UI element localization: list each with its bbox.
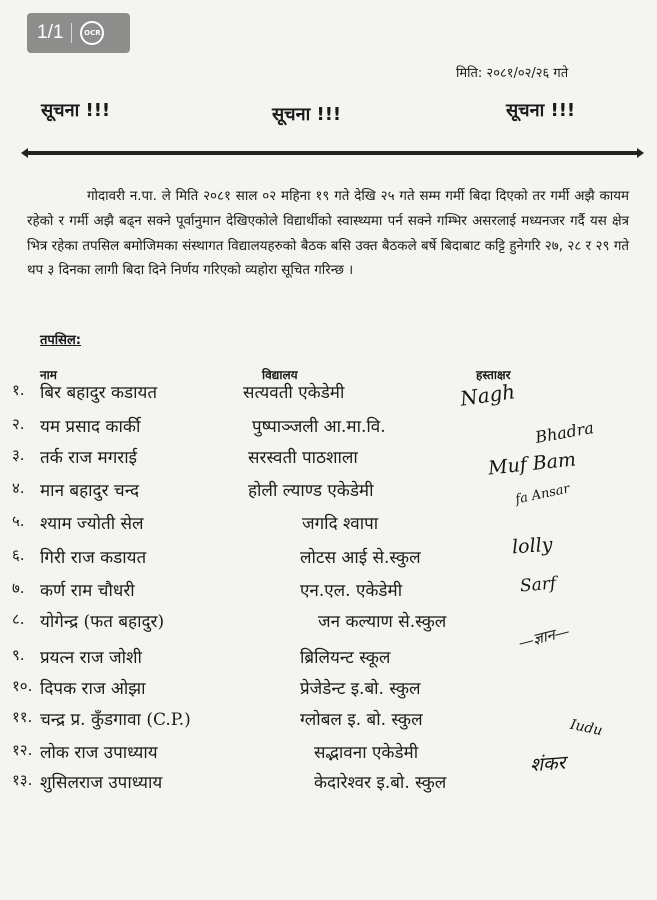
signature-column xyxy=(440,365,655,815)
entry-school: जन कल्याण से.स्कुल xyxy=(318,612,447,632)
tapasil-label: तपसिल: xyxy=(40,333,81,348)
notice-body: गोदावरी न.पा. ले मिति २०८१ साल ०२ महिना १९ गते देखि २५ गते सम्म गर्मी बिदा दिएको तर गर्मी अझै कायम रहेको र गर्मी अझै बढ्न सक्ने पूर्वानुमान देखिएकोले विद्यार्थीको स्वास्थ्यमा पर्न सक्ने गम्भिर असरलाई मध्यनजर गर्दै यस क्षेत्र भित्र रहेका तपसिल बमोजिमका संस्थागत विद्यालयहरुको बैठक बसि उक्त बैठकले बर्षे बिदाबाट कट्टि हुनेगरि २७, २८ र २९ गते थप ३ दिनका लागी बिदा दिने निर्णय गरिएको व्यहोरा सूचित गरिन्छ । xyxy=(27,189,629,279)
ocr-label: OCR xyxy=(84,29,101,37)
entry-name: दिपक राज ओझा xyxy=(40,679,146,699)
badge-divider xyxy=(71,23,72,43)
signature: fa Ansar xyxy=(514,481,572,508)
entry-name: श्याम ज्योती सेल xyxy=(40,514,144,534)
entry-number: ४. xyxy=(12,479,25,497)
entry-number: ११. xyxy=(12,708,33,726)
entry-school: होली ल्याण्ड एकेडेमी xyxy=(248,481,374,501)
entry-number: ७. xyxy=(12,579,25,597)
entry-school: पुष्पाञ्जली आ.मा.वि. xyxy=(252,417,386,437)
entry-name: तर्क राज मगराई xyxy=(40,448,137,468)
entry-number: ३. xyxy=(12,446,25,464)
entry-school: सत्यवती एकेडेमी xyxy=(243,383,345,403)
entry-number: १३. xyxy=(12,771,33,789)
signature: Bhadra xyxy=(533,418,596,447)
entry-name: लोक राज उपाध्याय xyxy=(40,743,158,763)
entry-name: चन्द्र प्र. कुँडगावा (C.P.) xyxy=(40,710,191,730)
signature: Sarf xyxy=(519,573,558,597)
entry-number: ९. xyxy=(12,646,25,664)
entry-name: बिर बहादुर कडायत xyxy=(40,383,158,403)
entry-school: केदारेश्वर इ.बो. स्कुल xyxy=(314,773,447,793)
signature: शंकर xyxy=(529,751,567,777)
notice-date: मिति: २०८१/०२/२६ गते xyxy=(456,66,569,81)
entry-school: लोटस आई से.स्कुल xyxy=(300,548,421,568)
entry-name: योगेन्द्र (फत बहादुर) xyxy=(40,612,165,632)
column-header-school: विद्यालय xyxy=(262,368,298,382)
entry-school: ब्रिलियन्ट स्कूल xyxy=(300,648,391,668)
signature: Nagh xyxy=(458,379,517,411)
entry-number: १. xyxy=(12,381,25,399)
signature: Muf Bam xyxy=(487,448,577,480)
entry-school: जगदि श्वापा xyxy=(302,514,379,534)
entry-name: शुसिलराज उपाध्याय xyxy=(40,773,163,793)
entry-number: १२. xyxy=(12,741,33,759)
signature: lolly xyxy=(511,533,554,559)
ocr-icon[interactable] xyxy=(80,21,104,45)
entry-name: प्रयत्न राज जोशी xyxy=(40,648,142,668)
entry-number: ८. xyxy=(12,610,25,628)
notice-heading-center: सूचना !!! xyxy=(272,104,342,125)
entry-name: गिरी राज कडायत xyxy=(40,548,147,568)
entry-school: सद्भावना एकेडेमी xyxy=(314,743,419,763)
entry-name: यम प्रसाद कार्की xyxy=(40,417,141,437)
entry-school: ग्लोबल इ. बो. स्कुल xyxy=(300,710,423,730)
notice-heading-left: सूचना !!! xyxy=(41,100,111,121)
page-counter-badge[interactable] xyxy=(27,13,130,53)
entry-number: २. xyxy=(12,415,25,433)
entry-number: ५. xyxy=(12,512,25,530)
entry-number: ६. xyxy=(12,546,25,564)
column-header-name: नाम xyxy=(40,368,57,382)
double-arrow-divider xyxy=(25,151,640,155)
signature: Iudu xyxy=(568,716,604,740)
entry-number: १०. xyxy=(12,677,33,695)
page-indicator: 1/1 xyxy=(37,22,64,43)
entry-school: सरस्वती पाठशाला xyxy=(248,448,358,468)
entry-school: एन.एल. एकेडेमी xyxy=(300,581,403,601)
entry-name: कर्ण राम चौधरी xyxy=(40,581,135,601)
column-header-signature: हस्ताक्षर xyxy=(476,368,511,382)
entry-school: प्रेजेडेन्ट इ.बो. स्कुल xyxy=(300,679,421,699)
notice-heading-right: सूचना !!! xyxy=(506,100,576,121)
signature: —ज्ञान— xyxy=(516,621,572,653)
entry-name: मान बहादुर चन्द xyxy=(40,481,140,501)
